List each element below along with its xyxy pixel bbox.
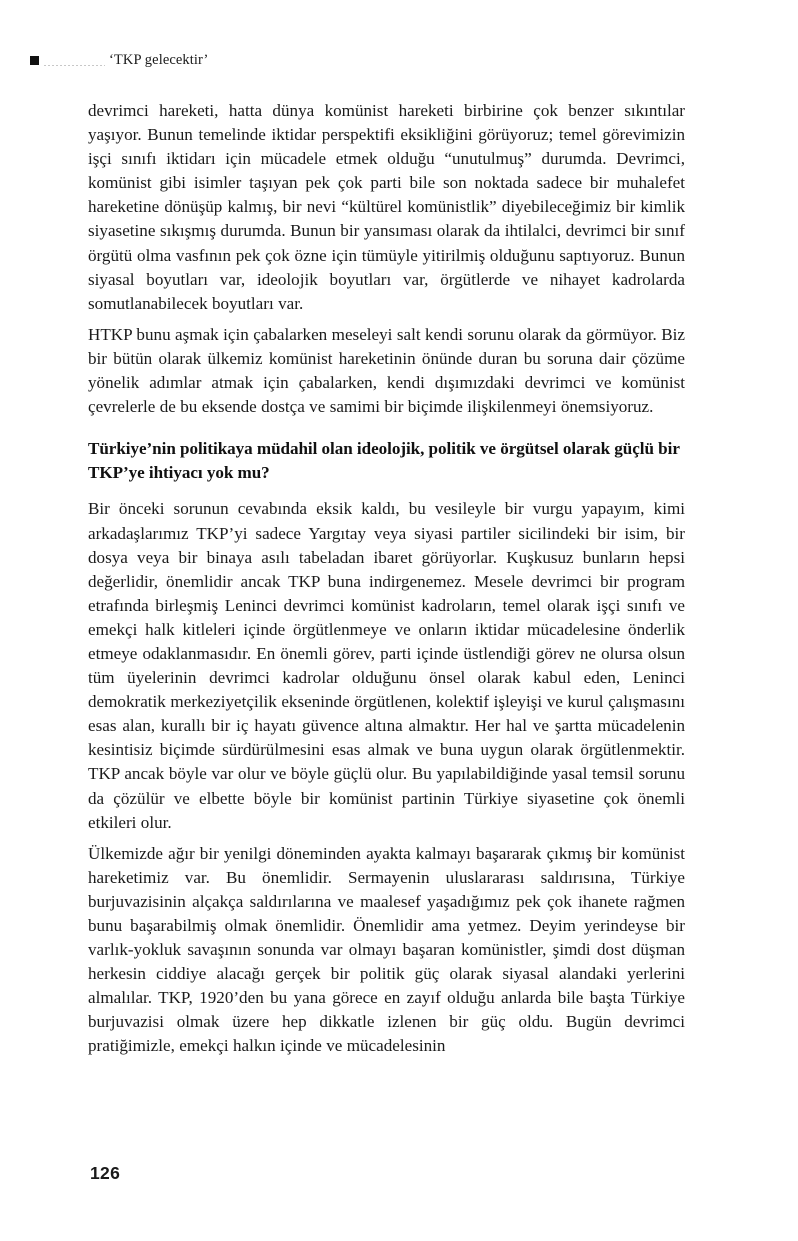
running-head (30, 48, 690, 72)
body-paragraph: Bir önceki sorunun cevabında eksik kaldı, bu vesileyle bir vurgu yapayım, kimi arkadaşlarımız TKP’yi sadece Yargıtay veya siyasi partiler sicilindeki bir isim, bir dosya veya bir binaya asılı tabeladan ibaret görüyorlar. Kuşkusuz bunların hepsi değerlidir, önemlidir ancak TKP buna indirgenemez. Mesele devrimci bir program etrafında birleşmiş Leninci devrimci komünist kadroların, temel olarak işçi sınıfı ve emekçi halk kitleleri içinde örgütlenmeye ve onların iktidar mücadelesine önderlik etmeye odaklanmasıdır. En önemli görev, parti içinde üstlendiği görev ne olursa olsun tüm üyelerinin devrimci kadrolar olduğunu önsel olarak kabul eden, Leninci demokratik merkeziyetçilik ekseninde örgütlenen, kolektif işleyişi ve kurul çalışmasını esas alan, kurallı bir iç hayatı güvence altına almaktır. Her hal ve şartta mücadelenin kesintisiz biçimde sürdürülmesini esas almak ve buna uygun olarak örgütlenmektir. TKP ancak böyle var olur ve böyle güçlü olur. Bu yapılabildiğinde yasal temsil sorunu da çözülür ve elbette böyle bir komünist partinin Türkiye siyasetine çok önemli etkileri olur. (88, 499, 685, 832)
body-paragraph: devrimci hareketi, hatta dünya komünist hareketi birbirine çok benzer sıkıntılar yaşıyor. Bunun temelinde iktidar perspektifi eksikliğini görüyoruz; temel görevimizin işçi sınıfı iktidarı için mücadele etmek olduğu “unutulmuş” durumda. Devrimci, komünist gibi isimler taşıyan pek çok parti bile son noktada sadece bir muhalefet hareketine dönüşüp kalmış, bir nevi “kültürel komünistlik” diyebileceğimiz bir kimlik siyasetine sıkışmış durumda. Bunun bir yansıması olarak da ihtilalci, devrimci bir sınıf örgütü olma vasfının pek çok özne için tümüyle yitirilmiş olduğunu saptıyoruz. Bunun siyasal boyutları var, ideolojik boyutları var, örgütlerde ve nihayet kadrolarda somutlanabilecek boyutları var. (88, 101, 685, 313)
body-paragraph: Ülkemizde ağır bir yenilgi döneminden ayakta kalmayı başararak çıkmış bir komünist hareketimiz var. Bu önemlidir. Sermayenin uluslararası saldırısına, Türkiye burjuvazisinin alçakça saldırılarına ve maalesef yaşadığımız pek çok ihanete rağmen bunu başarabilmiş olmak önemlidir. Önemlidir ama yetmez. Deyim yerindeyse bir varlık-yokluk savaşının sonunda var olmayı başaran komünistler, şimdi dost düşman herkesin ciddiye alacağı gerçek bir politik güç olarak siyasal alandaki yerlerini almalılar. TKP, 1920’den bu yana görece en zayıf olduğu anlarda bile başta Türkiye burjuvazisi olmak üzere hep dikkatle izlenen bir güç oldu. Bugün devrimci pratiğimizle, emekçi halkın içinde ve mücadelesinin (88, 843, 685, 1056)
question-heading: Türkiye’nin politikaya müdahil olan ideolojik, politik ve örgütsel olarak güçlü bir TKP’ye ihtiyacı yok mu? (88, 439, 680, 483)
square-bullet-icon (30, 56, 39, 65)
dotted-leader-icon (43, 55, 105, 66)
text-column (88, 99, 685, 1059)
page-number: 126 (90, 1163, 121, 1183)
running-head-title: ‘TKP gelecektir’ (109, 51, 209, 68)
body-paragraph: HTKP bunu aşmak için çabalarken meseleyi salt kendi sorunu olarak da görmüyor. Biz bir bütün olarak ülkemiz komünist hareketinin önünde duran bu soruna dair çözüme yönelik adımlar atmak için çabalarken, kendi dışımızdaki devrimci ve komünist çevrelerle de bu eksende dostça ve samimi bir biçimde ilişkilenmeyi önemsiyoruz. (88, 324, 685, 417)
